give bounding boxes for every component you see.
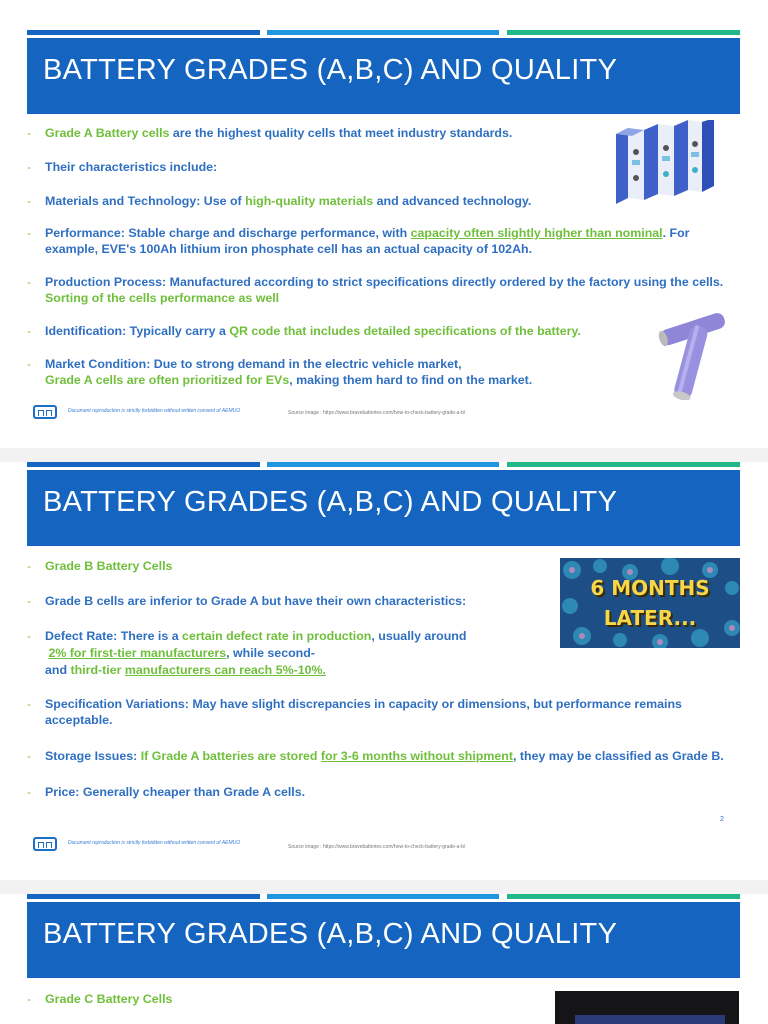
bullet-list (27, 991, 527, 1007)
bullet: - Grade C Battery Cells (27, 992, 173, 1006)
prismatic-cells-image (598, 120, 730, 210)
bullet: - Grade B cells are inferior to Grade A but have their own characteristics: (27, 594, 467, 608)
copyright-notice: Document reproduction is strictly forbidden without written consent of AEMUO (68, 840, 241, 846)
slide-3 (0, 894, 768, 1024)
bullet: - Performance: Stable charge and discharge performance, with capacity often slightly higher than nominal. For example, EVE's 100Ah lithium iron phosphate cell has an actual capacity of 102Ah. (27, 226, 690, 256)
slide-title-bar (27, 38, 740, 114)
slide-separator (0, 448, 768, 462)
slide-title-bar (27, 470, 740, 546)
slide-title: BATTERY GRADES (A,B,C) AND QUALITY (43, 486, 618, 518)
slide-2 (0, 462, 768, 882)
slide-1 (0, 0, 768, 450)
accent-bars (27, 30, 740, 36)
bullet: - Materials and Technology: Use of high-quality materials and advanced technology. (27, 194, 532, 208)
bullet: - Production Process: Manufactured according to strict specifications directly ordered by the factory using the cells. Sorting of the cells performance as well (27, 275, 724, 305)
copyright-notice: Document reproduction is strictly forbidden without written consent of AEMUO (68, 408, 241, 414)
accent-bar-2 (267, 462, 499, 467)
accent-bar-2 (267, 30, 499, 35)
bullet: - Identification: Typically carry a QR code that includes detailed specifications of the battery. (27, 324, 581, 338)
accent-bar-1 (27, 894, 260, 899)
accent-bar-1 (27, 30, 260, 35)
accent-bar-2 (267, 894, 499, 899)
bullet: - Their characteristics include: (27, 160, 218, 174)
slide3-image (555, 991, 739, 1024)
slide-title-bar (27, 902, 740, 978)
image-source: Source image : https://www.bravebatteries.com/how-to-check-battery-grade-a-b/ (288, 410, 466, 416)
bullet: - Storage Issues: If Grade A batteries are stored for 3-6 months without shipment, they may be classified as Grade B. (27, 749, 724, 763)
bullet: - Grade A Battery cells are the highest quality cells that meet industry standards. (27, 126, 513, 140)
bullet-list-wide (27, 225, 737, 306)
image-caption-line1: 6 MONTHS (590, 576, 710, 600)
slide-title: BATTERY GRADES (A,B,C) AND QUALITY (43, 54, 618, 86)
bullet: - Defect Rate: There is a certain defect rate in production, usually around 2% for first-tier manufacturers, while second- and third-tier manufacturers can reach 5%-10%. (27, 629, 467, 677)
accent-bar-3 (507, 30, 740, 35)
accent-bar-1 (27, 462, 260, 467)
accent-bar-3 (507, 462, 740, 467)
bullet-list-wide (27, 696, 727, 800)
company-logo-icon (33, 405, 57, 419)
bullet-list-lower (27, 323, 627, 388)
bullet: - Market Condition: Due to strong demand in the electric vehicle market, Grade A cells are often prioritized for EVs, making them hard to find on the market. (27, 357, 533, 387)
slide-separator (0, 880, 768, 894)
bullet: - Specification Variations: May have slight discrepancies in capacity or dimensions, but performance remains acceptable. (27, 697, 682, 727)
bullet-list (27, 125, 607, 209)
accent-bars (27, 894, 740, 900)
accent-bar-3 (507, 894, 740, 899)
bullet-list (27, 558, 547, 679)
image-caption-line2: LATER... (603, 606, 697, 630)
bullet: - Grade B Battery Cells (27, 559, 173, 573)
cylindrical-cells-image (650, 310, 732, 400)
six-months-later-image (560, 558, 740, 648)
image-source: Source image : https://www.bravebatteries.com/how-to-check-battery-grade-a-b/ (288, 844, 466, 850)
slide-title: BATTERY GRADES (A,B,C) AND QUALITY (43, 918, 618, 950)
bullet: - Price: Generally cheaper than Grade A cells. (27, 785, 306, 799)
accent-bars (27, 462, 740, 468)
page-number: 2 (720, 816, 724, 823)
company-logo-icon (33, 837, 57, 851)
